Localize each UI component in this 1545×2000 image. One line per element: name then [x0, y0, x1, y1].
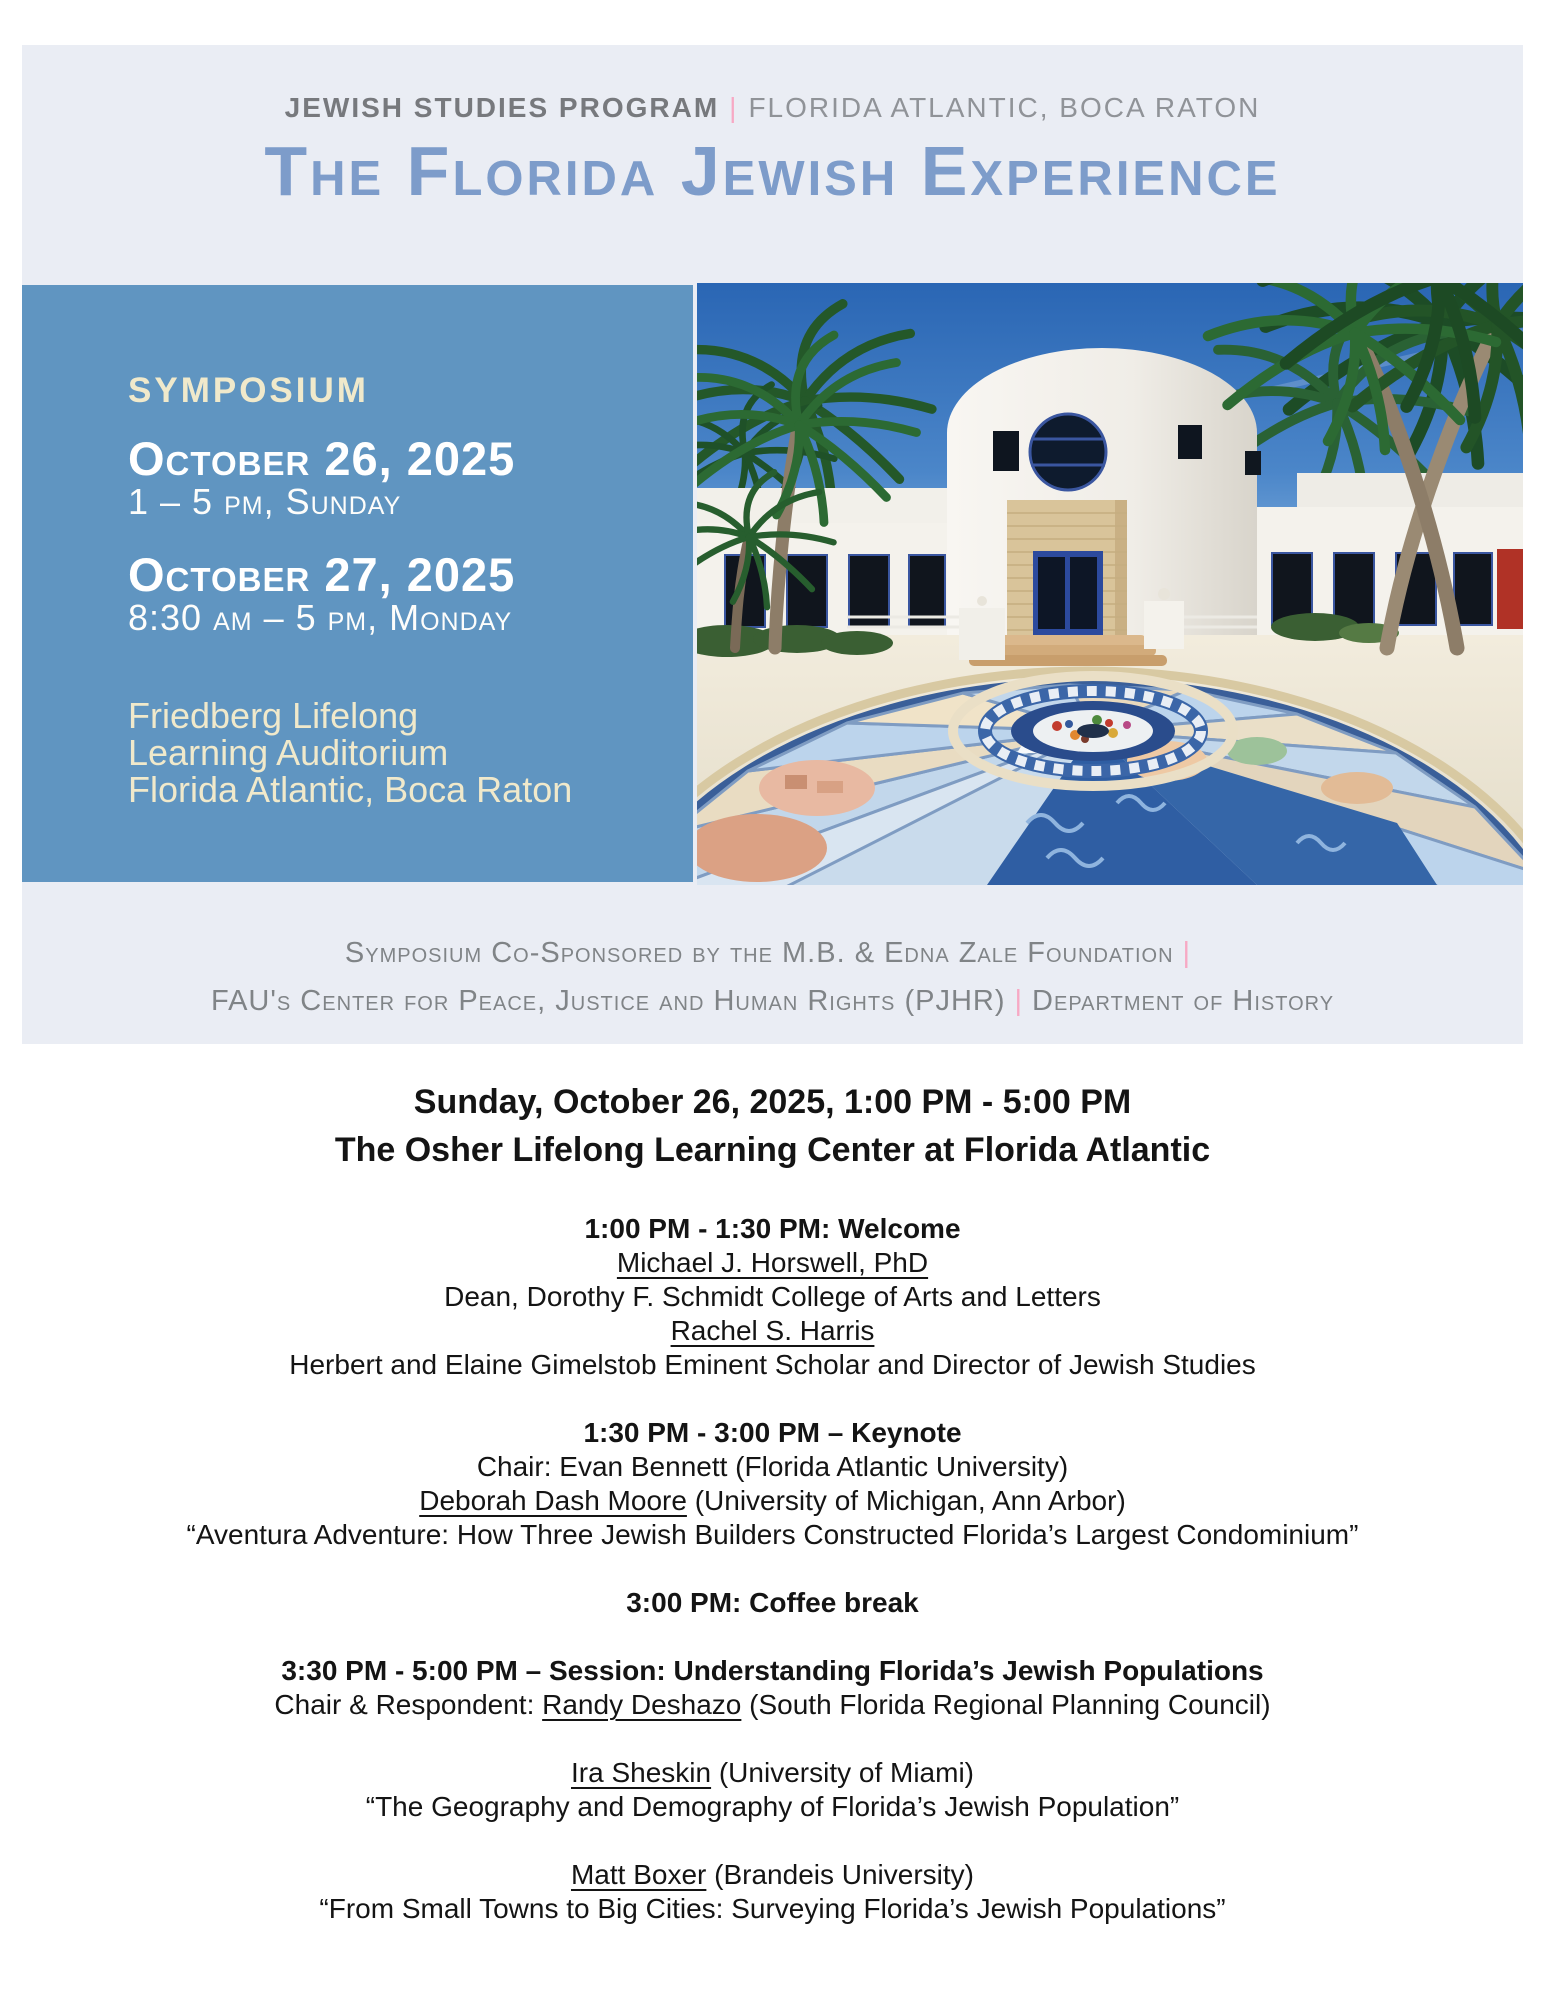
schedule-line [0, 1246, 1545, 1280]
text-segment: (Brandeis University) [706, 1859, 975, 1890]
text-segment: Dean, Dorothy F. Schmidt College of Arts and Letters [444, 1281, 1101, 1312]
venue-line: Florida Atlantic, Boca Raton [128, 769, 573, 810]
schedule-line [0, 1892, 1545, 1926]
schedule-block [0, 1858, 1545, 1926]
schedule-line [0, 1280, 1545, 1314]
red-door [1497, 549, 1523, 629]
sponsor-text: Symposium Co-Sponsored by the M.B. & Edna Zale Foundation [344, 937, 1174, 969]
speaker-link[interactable]: Matt Boxer [570, 1859, 707, 1890]
separator-bar: | [1182, 937, 1192, 969]
schedule-line [0, 1858, 1545, 1892]
flyer-header-panel [22, 45, 1523, 1044]
speaker-link[interactable]: Randy Deshazo [542, 1689, 742, 1720]
schedule-line [0, 1348, 1545, 1382]
schedule-line [0, 1756, 1545, 1790]
schedule-line [0, 1314, 1545, 1348]
session-heading-line [0, 1416, 1545, 1450]
schedule-line [0, 1484, 1545, 1518]
schedule-block [0, 1586, 1545, 1620]
schedule-line [0, 1790, 1545, 1824]
schedule-block [0, 1416, 1545, 1552]
program-line [22, 93, 1523, 123]
sponsor-line-2 [22, 977, 1523, 1025]
separator-bar: | [729, 92, 739, 123]
text-segment: 1:00 PM - 1:30 PM: Welcome [584, 1213, 961, 1244]
event-time-2: 8:30 am – 5 pm, Monday [128, 597, 513, 638]
campus-name: FLORIDA ATLANTIC, BOCA RATON [748, 92, 1261, 123]
text-segment: 3:00 PM: Coffee break [626, 1587, 919, 1618]
text-segment: (University of Michigan, Ann Arbor) [686, 1485, 1126, 1516]
separator-bar: | [1014, 985, 1024, 1017]
sponsor-note [22, 929, 1523, 1025]
schedule-block [0, 1212, 1545, 1382]
sponsor-text: FAU's Center for Peace, Justice and Human Rights (PJHR) [210, 985, 1006, 1017]
schedule-blocks [0, 1212, 1545, 1926]
speaker-link[interactable]: Ira Sheskin [571, 1757, 712, 1788]
text-segment: “Aventura Adventure: How Three Jewish Builders Constructed Florida’s Largest Condominium” [186, 1519, 1359, 1550]
event-date-2: October 27, 2025 [128, 548, 516, 601]
venue-address [128, 697, 693, 808]
sponsor-text: Department of History [1032, 985, 1335, 1017]
sponsor-line-1 [22, 929, 1523, 977]
event-date-1: October 26, 2025 [128, 432, 516, 485]
session-heading-line [0, 1212, 1545, 1246]
venue-line: Learning Auditorium [128, 732, 449, 773]
schedule-heading-line-1: Sunday, October 26, 2025, 1:00 PM - 5:00 PM [413, 1083, 1132, 1121]
text-segment: “From Small Towns to Big Cities: Surveying Florida’s Jewish Populations” [319, 1893, 1226, 1924]
speaker-link[interactable]: Michael J. Horswell, PhD [616, 1247, 929, 1278]
schedule-line [0, 1450, 1545, 1484]
text-segment: Chair: Evan Bennett (Florida Atlantic University) [476, 1451, 1069, 1482]
session-heading-line [0, 1654, 1545, 1688]
speaker-link[interactable]: Rachel S. Harris [670, 1315, 875, 1346]
text-segment: (South Florida Regional Planning Council) [741, 1689, 1271, 1720]
session-heading-line [0, 1586, 1545, 1620]
schedule-line [0, 1518, 1545, 1552]
text-segment: (University of Miami) [711, 1757, 974, 1788]
page-title: The Florida Jewish Experience [264, 132, 1281, 210]
text-segment: 1:30 PM - 3:00 PM – Keynote [583, 1417, 962, 1448]
symposium-label: SYMPOSIUM [128, 371, 369, 410]
campus-photo-illustration [697, 283, 1523, 885]
schedule-heading-line-2: The Osher Lifelong Learning Center at Florida Atlantic [334, 1131, 1211, 1169]
schedule-line [0, 1688, 1545, 1722]
symposium-info-box [22, 285, 693, 882]
program-name: JEWISH STUDIES PROGRAM [284, 92, 720, 123]
text-segment: Herbert and Elaine Gimelstob Eminent Scholar and Director of Jewish Studies [289, 1349, 1256, 1380]
schedule-section [0, 1078, 1545, 1960]
schedule-block [0, 1756, 1545, 1824]
schedule-block [0, 1654, 1545, 1722]
speaker-link[interactable]: Deborah Dash Moore [419, 1485, 687, 1516]
text-segment: “The Geography and Demography of Florida’s Jewish Population” [365, 1791, 1180, 1822]
text-segment: 3:30 PM - 5:00 PM – Session: Understanding Florida’s Jewish Populations [281, 1655, 1264, 1686]
venue-line: Friedberg Lifelong [128, 695, 419, 736]
campus-photo [697, 283, 1523, 885]
event-time-1: 1 – 5 pm, Sunday [128, 481, 402, 522]
text-segment: Chair & Respondent: [274, 1689, 543, 1720]
